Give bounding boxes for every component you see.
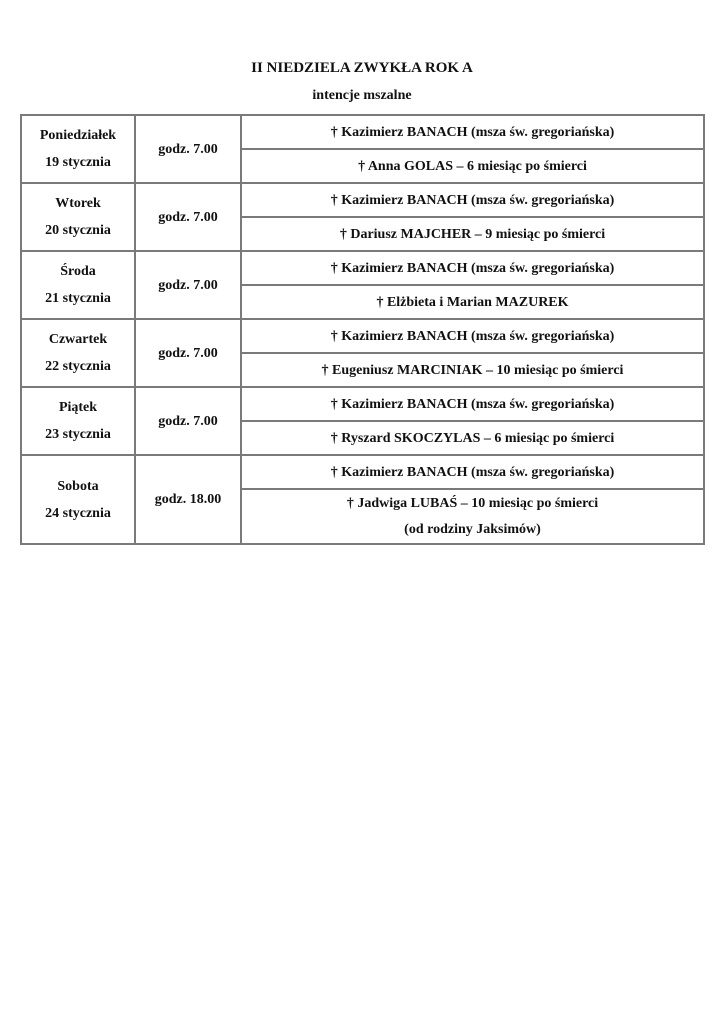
day-name: Środa bbox=[60, 264, 96, 279]
intention-cell: † Kazimierz BANACH (msza św. gregoriańska) bbox=[241, 183, 704, 217]
intention-cell: † Ryszard SKOCZYLAS – 6 miesiąc po śmierci bbox=[241, 421, 704, 455]
intention-cell: † Eugeniusz MARCINIAK – 10 miesiąc po śmierci bbox=[241, 353, 704, 387]
intention-note: (od rodziny Jaksimów) bbox=[404, 521, 541, 537]
intention-cell: † Dariusz MAJCHER – 9 miesiąc po śmierci bbox=[241, 217, 704, 251]
intention-cell: † Kazimierz BANACH (msza św. gregoriańska) bbox=[241, 319, 704, 353]
day-date: 24 stycznia bbox=[45, 505, 111, 521]
day-cell bbox=[21, 455, 135, 544]
page-subtitle: intencje mszalne bbox=[312, 88, 412, 103]
intention-line: † Jadwiga LUBAŚ – 10 miesiąc po śmierci bbox=[346, 495, 599, 511]
intention-cell: † Anna GOLAS – 6 miesiąc po śmierci bbox=[241, 149, 704, 183]
day-cell bbox=[21, 251, 135, 319]
time-cell: godz. 18.00 bbox=[135, 455, 241, 544]
time-cell: godz. 7.00 bbox=[135, 183, 241, 251]
mass-intentions-table bbox=[20, 114, 705, 545]
time-cell: godz. 7.00 bbox=[135, 251, 241, 319]
day-cell bbox=[21, 115, 135, 183]
intention-cell bbox=[241, 489, 704, 544]
intention-cell: † Kazimierz BANACH (msza św. gregoriańska) bbox=[241, 387, 704, 421]
day-name: Czwartek bbox=[48, 332, 108, 347]
day-cell bbox=[21, 183, 135, 251]
day-date: 20 stycznia bbox=[45, 223, 111, 238]
intention-cell: † Kazimierz BANACH (msza św. gregoriańska) bbox=[241, 115, 704, 149]
day-cell bbox=[21, 387, 135, 455]
table-row bbox=[21, 387, 704, 421]
day-date: 23 stycznia bbox=[45, 427, 111, 442]
table-row bbox=[21, 183, 704, 217]
time-cell: godz. 7.00 bbox=[135, 387, 241, 455]
table-row bbox=[21, 115, 704, 149]
intention-cell: † Elżbieta i Marian MAZUREK bbox=[241, 285, 704, 319]
page-title: II NIEDZIELA ZWYKŁA ROK A bbox=[251, 60, 473, 76]
time-cell: godz. 7.00 bbox=[135, 115, 241, 183]
table-row bbox=[21, 319, 704, 353]
time-cell: godz. 7.00 bbox=[135, 319, 241, 387]
table-row bbox=[21, 251, 704, 285]
day-date: 19 stycznia bbox=[45, 155, 111, 170]
day-date: 21 stycznia bbox=[45, 291, 111, 306]
day-name: Wtorek bbox=[55, 196, 101, 211]
day-name: Sobota bbox=[57, 478, 99, 494]
intention-cell: † Kazimierz BANACH (msza św. gregoriańska) bbox=[241, 455, 704, 489]
day-name: Piątek bbox=[58, 400, 98, 415]
intention-cell: † Kazimierz BANACH (msza św. gregoriańska) bbox=[241, 251, 704, 285]
day-date: 22 stycznia bbox=[45, 359, 111, 374]
day-cell bbox=[21, 319, 135, 387]
table-row bbox=[21, 455, 704, 489]
day-name: Poniedziałek bbox=[39, 128, 117, 143]
